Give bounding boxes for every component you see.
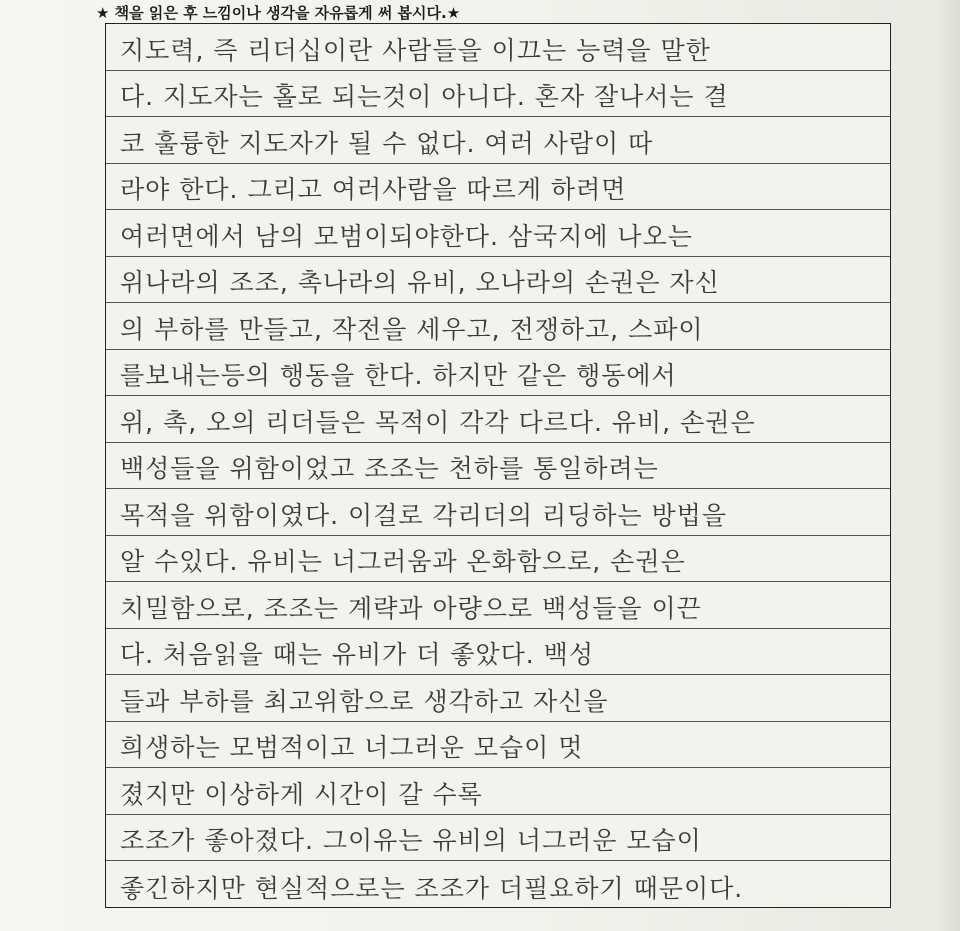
instruction-header: ★ 책을 읽은 후 느낌이나 생각을 자유롭게 써 봅시다.★ xyxy=(96,4,461,22)
handwritten-text-line: 위, 촉, 오의 리더들은 목적이 각각 다르다. 유비, 손권은 xyxy=(120,407,756,437)
handwritten-text-line: 들과 부하를 최고위함으로 생각하고 자신을 xyxy=(120,686,609,716)
ruled-line xyxy=(106,582,890,629)
handwritten-text-line: 백성들을 위함이었고 조조는 천하를 통일하려는 xyxy=(120,454,659,483)
ruled-line xyxy=(106,489,890,536)
handwritten-text-line: 라야 한다. 그리고 여러사람을 따르게 하려면 xyxy=(120,175,627,204)
handwritten-text-line: 알 수있다. 유비는 너그러움과 온화함으로, 손권은 xyxy=(120,547,686,576)
ruled-line xyxy=(106,71,890,118)
ruled-line xyxy=(106,350,890,397)
writing-box xyxy=(105,23,891,908)
handwritten-text-line: 를보내는등의 행동을 한다. 하지만 같은 행동에서 xyxy=(120,361,677,390)
ruled-line xyxy=(106,443,890,490)
handwritten-text-line: 지도력, 즉 리더십이란 사람들을 이끄는 능력을 말한 xyxy=(120,35,711,65)
handwritten-text-line: 여러면에서 남의 모범이되야한다. 삼국지에 나오는 xyxy=(120,221,693,251)
ruled-line xyxy=(106,303,890,350)
ruled-line xyxy=(106,164,890,211)
ruled-line xyxy=(106,24,890,71)
page-edge-shadow xyxy=(940,0,960,931)
ruled-line xyxy=(106,629,890,676)
handwritten-text-line: 치밀함으로, 조조는 계략과 아량으로 백성들을 이끈 xyxy=(120,593,702,623)
handwritten-text-line: 목적을 위함이였다. 이걸로 각리더의 리딩하는 방법을 xyxy=(120,500,727,530)
handwritten-text-line: 코 훌륭한 지도자가 될 수 없다. 여러 사람이 따 xyxy=(120,128,654,158)
ruled-line xyxy=(106,257,890,304)
ruled-line xyxy=(106,396,890,443)
handwritten-text-line: 위나라의 조조, 촉나라의 유비, 오나라의 손권은 자신 xyxy=(120,268,720,297)
ruled-line xyxy=(106,117,890,164)
handwritten-text-line: 조조가 좋아졌다. 그이유는 유비의 너그러운 모습이 xyxy=(120,826,702,855)
handwritten-text-line: 다. 지도자는 홀로 되는것이 아니다. 혼자 잘나서는 결 xyxy=(120,82,729,111)
ruled-line xyxy=(106,210,890,257)
ruled-line xyxy=(106,722,890,769)
ruled-line xyxy=(106,536,890,583)
ruled-line xyxy=(106,768,890,815)
handwritten-text-line: 졌지만 이상하게 시간이 갈 수록 xyxy=(120,779,483,809)
handwritten-text-line: 좋긴하지만 현실적으로는 조조가 더필요하기 때문이다. xyxy=(120,873,744,903)
ruled-line xyxy=(106,861,890,908)
ruled-line xyxy=(106,675,890,722)
handwritten-text-line: 다. 처음읽을 때는 유비가 더 좋았다. 백성 xyxy=(120,640,594,669)
handwritten-text-line: 희생하는 모범적이고 너그러운 모습이 멋 xyxy=(120,733,584,762)
handwritten-text-line: 의 부하를 만들고, 작전을 세우고, 전쟁하고, 스파이 xyxy=(120,314,704,344)
ruled-line xyxy=(106,815,890,862)
